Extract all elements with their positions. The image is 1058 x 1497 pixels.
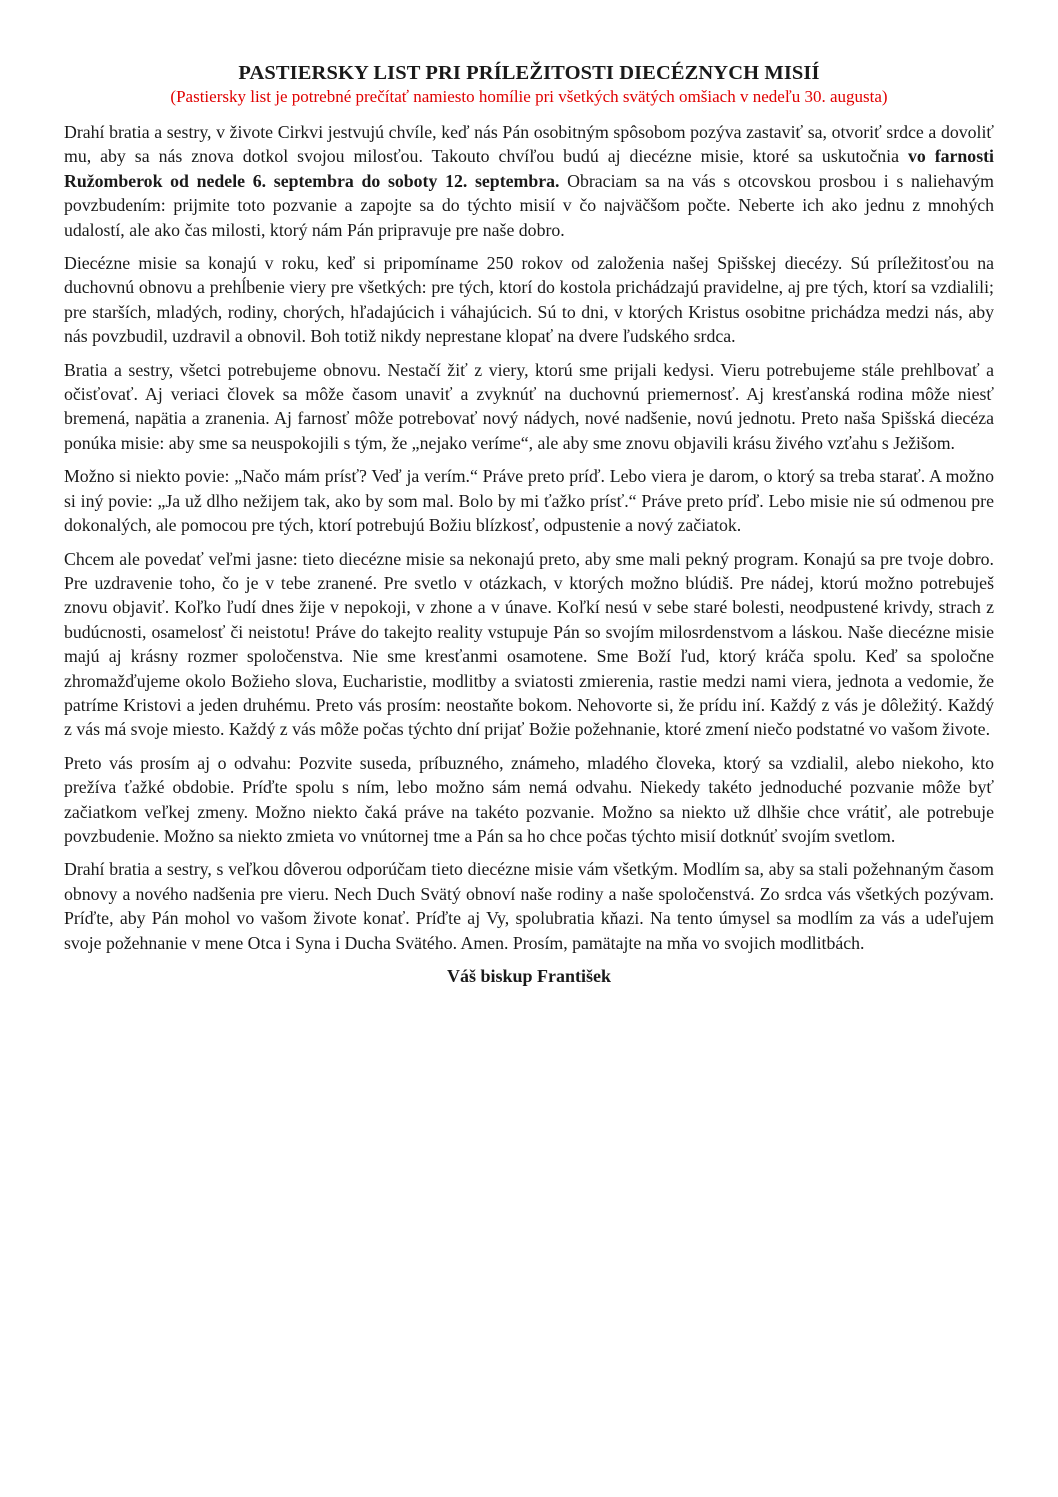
paragraph-6: Preto vás prosím aj o odvahu: Pozvite suseda, príbuzného, známeho, mladého človeka, ktorý sa vzdialil, alebo niekoho, kto prežíva ťažké obdobie. Príďte spolu s ním, lebo možno sám nemá odvahu. Niekedy takéto jednoduché pozvanie môže byť začiatkom veľkej zmeny. Možno niekto čaká práve na takéto pozvanie. Možno sa niekto už dlhšie chce vrátiť, ale potrebuje povzbudenie. Možno sa niekto zmieta vo vnútornej tme a Pán sa ho chce počas týchto misií dotknúť svojím svetlom. (64, 752, 994, 846)
reading-instruction: (Pastiersky list je potrebné prečítať namiesto homílie pri všetkých svätých omšiach v nedeľu 30. augusta) (170, 87, 888, 106)
paragraph-5: Chcem ale povedať veľmi jasne: tieto diecézne misie sa nekonajú preto, aby sme mali pekný program. Konajú sa pre tvoje dobro. Pre uzdravenie toho, čo je v tebe zranené. Pre svetlo v otázkach, v ktorých možno blúdiš. Pre nádej, ktorú možno potrebuješ znovu objaviť. Koľko ľudí dnes žije v nepokoji, v zhone a v únave. Koľkí nesú v sebe staré bolesti, neodpustené krivdy, strach z budúcnosti, osamelosť či neistotu! Práve do takejto reality vstupuje Pán so svojím milosrdenstvom a láskou. Naše diecézne misie majú aj krásny rozmer spoločenstva. Nie sme kresťanmi osamotene. Sme Boží ľud, ktorý kráča spolu. Keď sa spoločne zhromažďujeme okolo Božieho slova, Eucharistie, modlitby a sviatosti zmierenia, rastie medzi nami viera, jednota a vedomie, že patríme Kristovi a jeden druhému. Preto vás prosím: neostaňte bokom. Nehovorte si, že prídu iní. Každý z vás je dôležitý. Každý z vás má svoje miesto. Každý z vás môže počas týchto dní prijať Božie požehnanie, ktoré zmení niečo podstatné vo vašom živote. (64, 548, 994, 740)
paragraph-2: Diecézne misie sa konajú v roku, keď si pripomíname 250 rokov od založenia našej Spišskej diecézy. Sú príležitosťou na duchovnú obnovu a prehĺbenie viery pre všetkých: pre tých, ktorí do kostola prichádzajú pravidelne, aj pre tých, ktorí sa vzdialili; pre starších, mladých, rodiny, chorých, hľadajúcich i váhajúcich. Sú to dni, v ktorých Kristus osobitne prichádza medzi nás, aby nás povzbudil, uzdravil a obnovil. Boh totiž nikdy neprestane klopať na dvere ľudského srdca. (64, 253, 994, 347)
paragraph-7: Drahí bratia a sestry, s veľkou dôverou odporúčam tieto diecézne misie vám všetkým. Modlím sa, aby sa stali požehnaným časom obnovy a nového nadšenia pre vieru. Nech Duch Svätý obnoví naše rodiny a naše spoločenstvá. Zo srdca vás všetkých pozývam. Príďte, aby Pán mohol vo vašom živote konať. Príďte aj Vy, spolubratia kňazi. Na tento úmysel sa modlím za vás a udeľujem svoje požehnanie v mene Otca i Syna i Ducha Svätého. Amen. Prosím, pamätajte na mňa vo svojich modlitbách. (64, 859, 994, 953)
letter-title: PASTIERSKY LIST PRI PRÍLEŽITOSTI DIECÉZNYCH MISIÍ (238, 62, 820, 84)
paragraph-1-text-a: Drahí bratia a sestry, v živote Cirkvi jestvujú chvíle, keď nás Pán osobitným spôsobom pozýva zastaviť sa, otvoriť srdce a dovoliť mu, aby sa nás znova dotkol svojou milosťou. Takouto chvíľou budú aj diecézne misie, ktoré sa uskutočnia (64, 122, 994, 167)
paragraph-1-text-c: Obraciam sa na vás s otcovskou prosbou i s naliehavým povzbudením: prijmite toto pozvanie a zapojte sa do týchto misií v čo najväčšom počte. Neberte ich ako jednu z mnohých udalostí, ale ako čas milosti, ktorý nám Pán pripravuje pre naše dobro. (64, 170, 994, 240)
letter-page (64, 60, 994, 988)
mission-dates-highlight: vo farnosti Ružomberok od nedele 6. septembra do soboty 12. septembra. (64, 146, 994, 191)
bishop-signature: Váš biskup František (446, 966, 612, 986)
paragraph-1 (64, 120, 994, 242)
paragraph-3: Bratia a sestry, všetci potrebujeme obnovu. Nestačí žiť z viery, ktorú sme prijali kedysi. Vieru potrebujeme stále prehlbovať a očisťovať. Aj veriaci človek sa môže časom unaviť a zvyknúť na duchovnú priemernosť. Aj kresťanská rodina môže niesť bremená, napätia a zranenia. Aj farnosť môže potrebovať nový nádych, nové nadšenie, novú jednotu. Preto naša Spišská diecéza ponúka misie: aby sme sa neuspokojili s tým, že „nejako veríme“, ale aby sme znovu objavili krásu živého vzťahu s Ježišom. (64, 359, 994, 453)
paragraph-4: Možno si niekto povie: „Načo mám prísť? Veď ja verím.“ Práve preto príď. Lebo viera je darom, o ktorý sa treba starať. A možno si iný povie: „Ja už dlho nežijem tak, ako by som mal. Bolo by mi ťažko prísť.“ Práve preto príď. Lebo misie nie sú odmenou pre dokonalých, ale pomocou pre tých, ktorí potrebujú Božiu blízkosť, odpustenie a nový začiatok. (64, 466, 994, 536)
